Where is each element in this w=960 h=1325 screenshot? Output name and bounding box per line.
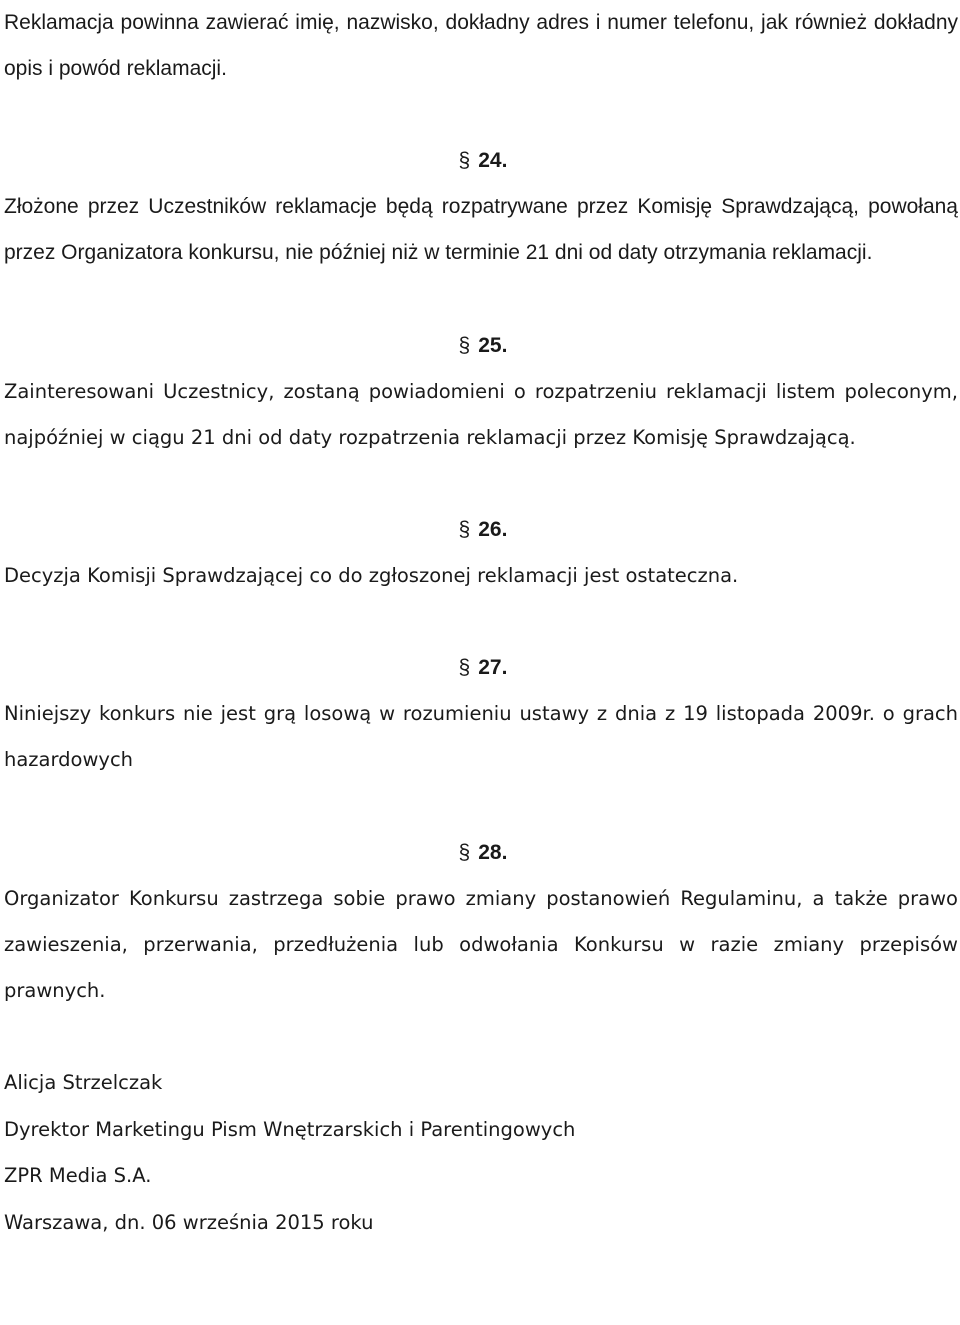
section-mark: § bbox=[458, 518, 471, 541]
signature-title: Dyrektor Marketingu Pism Wnętrzarskich i Parentingowych bbox=[4, 1117, 576, 1141]
section-heading-25 bbox=[4, 323, 958, 369]
paragraph-25: Zainteresowani Uczestnicy, zostaną powiadomieni o rozpatrzeniu reklamacji listem poleconym, najpóźniej w ciągu 21 dni od daty rozpatrzenia reklamacji przez Komisję Sprawdzającą. bbox=[4, 380, 958, 449]
paragraph-complaint-content: Reklamacja powinna zawierać imię, nazwisko, dokładny adres i numer telefonu, jak również dokładny opis i powód reklamacji. bbox=[4, 11, 958, 80]
section-heading-26 bbox=[4, 507, 958, 553]
paragraph-24: Złożone przez Uczestników reklamacje będą rozpatrywane przez Komisję Sprawdzającą, powołaną przez Organizatora konkursu, nie później niż w terminie 21 dni od daty otrzymania reklamacji. bbox=[4, 195, 958, 264]
section-number: 24. bbox=[478, 149, 508, 172]
section-mark: § bbox=[458, 334, 471, 357]
section-number: 25. bbox=[478, 334, 508, 357]
document-page bbox=[4, 0, 958, 1246]
section-number: 27. bbox=[478, 656, 508, 679]
paragraph-28: Organizator Konkursu zastrzega sobie prawo zmiany postanowień Regulaminu, a także prawo zawieszenia, przerwania, przedłużenia lub odwołania Konkursu w razie zmiany przepisów prawnych. bbox=[4, 887, 958, 1002]
section-mark: § bbox=[458, 656, 471, 679]
section-heading-28 bbox=[4, 830, 958, 876]
section-number: 26. bbox=[478, 518, 508, 541]
signature-block bbox=[4, 1060, 958, 1246]
paragraph-26: Decyzja Komisji Sprawdzającej co do zgłoszonej reklamacji jest ostateczna. bbox=[4, 564, 739, 587]
section-heading-27 bbox=[4, 645, 958, 691]
section-mark: § bbox=[458, 841, 471, 864]
section-mark: § bbox=[458, 149, 471, 172]
signature-name: Alicja Strzelczak bbox=[4, 1071, 163, 1094]
signature-company: ZPR Media S.A. bbox=[4, 1164, 152, 1187]
section-number: 28. bbox=[478, 841, 508, 864]
paragraph-27: Niniejszy konkurs nie jest grą losową w rozumieniu ustawy z dnia z 19 listopada 2009r. o grach hazardowych bbox=[4, 702, 958, 771]
section-heading-24 bbox=[4, 138, 958, 184]
signature-place-date: Warszawa, dn. 06 września 2015 roku bbox=[4, 1210, 374, 1234]
